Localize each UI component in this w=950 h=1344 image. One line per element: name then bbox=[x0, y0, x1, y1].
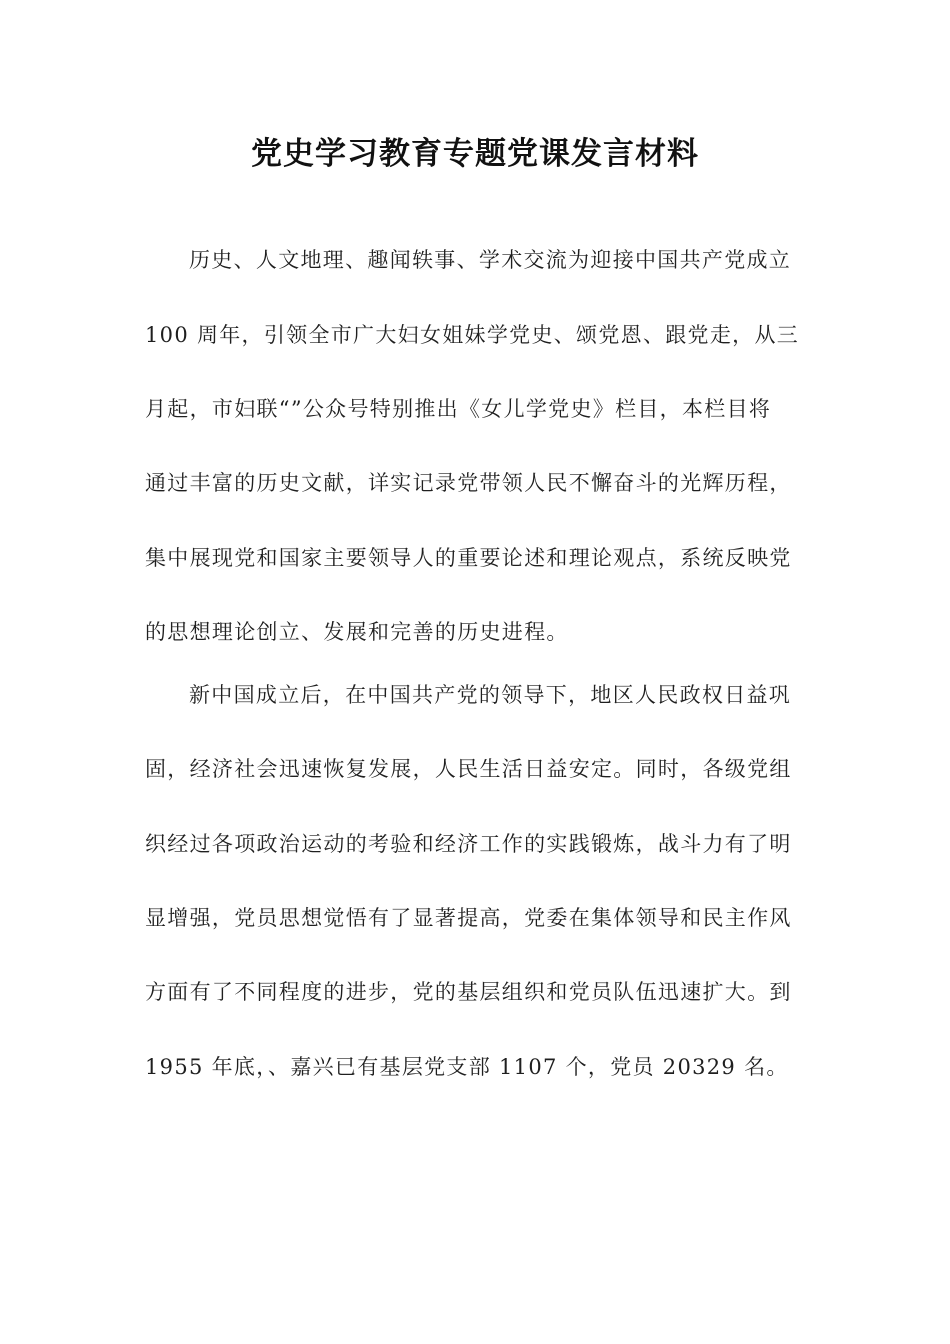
paragraph2-line-6: 1955 年底，、嘉兴已有基层党支部 1107 个，党员 20329 名。 bbox=[145, 1055, 789, 1079]
paragraph1-line-2: 100 周年，引领全市广大妇女姐妹学党史、颂党恩、跟党走，从三 bbox=[145, 323, 800, 347]
document-title: 党史学习教育专题党课发言材料 bbox=[251, 136, 699, 172]
paragraph2-line-2: 固，经济社会迅速恢复发展，人民生活日益安定。同时，各级党组 bbox=[145, 757, 792, 781]
paragraph1-line-3: 月起，市妇联“”公众号特别推出《女儿学党史》栏目，本栏目将 bbox=[145, 397, 772, 421]
paragraph2-line-3: 织经过各项政治运动的考验和经济工作的实践锻炼，战斗力有了明 bbox=[145, 832, 792, 856]
paragraph1-line-1: 历史、人文地理、趣闻轶事、学术交流为迎接中国共产党成立 bbox=[189, 248, 792, 272]
paragraph1-line-4: 通过丰富的历史文献，详实记录党带领人民不懈奋斗的光辉历程， bbox=[145, 471, 792, 495]
paragraph1-line-5: 集中展现党和国家主要领导人的重要论述和理论观点，系统反映党 bbox=[145, 546, 792, 570]
paragraph2-line-5: 方面有了不同程度的进步，党的基层组织和党员队伍迅速扩大。到 bbox=[145, 980, 792, 1004]
paragraph1-line-6: 的思想理论创立、发展和完善的历史进程。 bbox=[145, 620, 569, 644]
paragraph2-line-4: 显增强，党员思想觉悟有了显著提高，党委在集体领导和民主作风 bbox=[145, 906, 792, 930]
paragraph2-line-1: 新中国成立后，在中国共产党的领导下，地区人民政权日益巩 bbox=[189, 683, 792, 707]
